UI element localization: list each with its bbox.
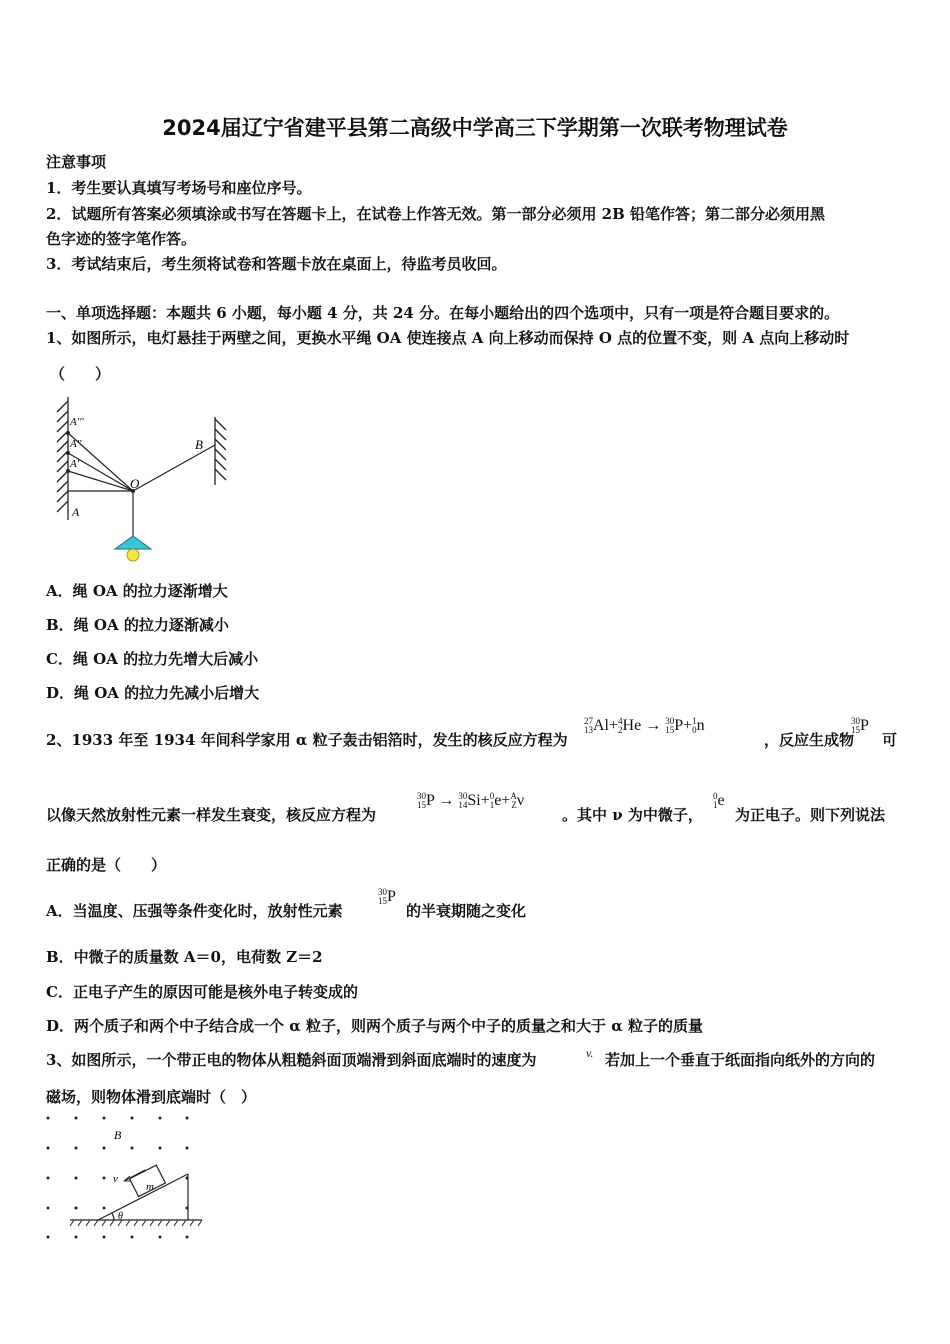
q1-option-c: C．绳 OA 的拉力先增大后减小 xyxy=(46,650,259,668)
q2-option-c: C．正电子产生的原因可能是核外电子转变成的 xyxy=(46,983,358,1001)
q3-stem: 若加上一个垂直于纸面指向纸外的方向的 xyxy=(605,1051,876,1069)
q2-stem-part: 以像天然放射性元素一样发生衰变，核反应方程为 xyxy=(46,806,377,824)
q2-stem-part: 2、1933 年至 1934 年间科学家用 α 粒子轰击铝箔时，发生的核反应方程为 xyxy=(46,731,568,749)
q2-p-nucleus: 30 15P xyxy=(851,716,869,736)
notice-item: 3．考试结束后，考生须将试卷和答题卡放在桌面上，待监考员收回。 xyxy=(46,255,507,273)
q3-stem: 磁场，则物体滑到底端时（ ） xyxy=(46,1088,257,1106)
q1-option-d: D．绳 OA 的拉力先减小后增大 xyxy=(46,684,260,702)
ropes xyxy=(68,433,215,537)
label-b: B xyxy=(195,437,203,452)
label-theta: θ xyxy=(118,1211,123,1222)
label-a1: A' xyxy=(70,458,80,470)
q3-figure xyxy=(40,1110,210,1242)
q2-equation-2: 30 15P → 30 14Si+0 1e+A Zν xyxy=(417,791,525,811)
q2-stem-part: 可 xyxy=(882,731,898,749)
q1-paren: （ ） xyxy=(50,365,111,383)
label-o: O xyxy=(130,476,140,491)
q2-option-b: B．中微子的质量数 A＝0，电荷数 Z＝2 xyxy=(46,948,323,966)
label-a2: A'' xyxy=(70,438,82,450)
notice-item: 色字迹的签字笔作答。 xyxy=(46,230,197,248)
q2-option-d: D．两个质子和两个中子结合成一个 α 粒子，则两个质子与两个中子的质量之和大于 α 粒子的质量 xyxy=(46,1017,703,1035)
notice-heading: 注意事项 xyxy=(46,153,107,171)
label-a3: A''' xyxy=(70,416,84,428)
q3-v-symbol: v. xyxy=(586,1046,594,1060)
page-title: 2024届辽宁省建平县第二高级中学高三下学期第一次联考物理试卷 xyxy=(162,116,788,140)
notice-item: 2．试题所有答案必须填涂或书写在答题卡上，在试卷上作答无效。第一部分必须用 2B 铅笔作答；第二部分必须用黑 xyxy=(46,205,826,223)
q1-stem: 1、如图所示，电灯悬挂于两壁之间，更换水平绳 OA 使连接点 A 向上移动而保持 O 点的位置不变，则 A 点向上移动时 xyxy=(46,329,850,347)
q2-stem-part: ，反应生成物 xyxy=(764,731,855,749)
notice-item: 1．考生要认真填写考场号和座位序号。 xyxy=(46,179,312,197)
q1-figure xyxy=(48,395,243,565)
q2-option-a: A．当温度、压强等条件变化时，放射性元素 xyxy=(46,902,343,920)
section-heading: 一、单项选择题：本题共 6 小题，每小题 4 分，共 24 分。在每小题给出的四个选项中，只有一项是符合题目要求的。 xyxy=(46,304,840,322)
q2-positron: 0 1e xyxy=(713,791,725,811)
right-wall-hatch xyxy=(215,417,226,485)
q2-stem-part: 。其中 ν 为中微子， xyxy=(562,806,703,824)
label-m: m xyxy=(146,1181,154,1193)
q1-option-b: B．绳 OA 的拉力逐渐减小 xyxy=(46,616,229,634)
q2-option-a-nucleus: 30 15P xyxy=(378,887,396,907)
q2-option-a-tail: 的半衰期随之变化 xyxy=(406,902,527,920)
label-v: v xyxy=(113,1173,118,1185)
q2-equation-1: 27 13Al+4 2He → 30 15P+1 0n xyxy=(584,716,705,736)
ground-hatch xyxy=(70,1220,202,1226)
q2-stem-part: 为正电子。则下列说法 xyxy=(735,806,886,824)
label-a: A xyxy=(72,505,80,519)
q3-stem: 3、如图所示，一个带正电的物体从粗糙斜面顶端滑到斜面底端时的速度为 xyxy=(46,1051,537,1069)
q1-option-a: A．绳 OA 的拉力逐渐增大 xyxy=(46,582,228,600)
left-wall-hatch xyxy=(57,397,68,520)
q2-stem-part: 正确的是（ ） xyxy=(46,856,167,874)
label-b: B xyxy=(114,1128,122,1142)
lamp-icon xyxy=(115,536,151,561)
